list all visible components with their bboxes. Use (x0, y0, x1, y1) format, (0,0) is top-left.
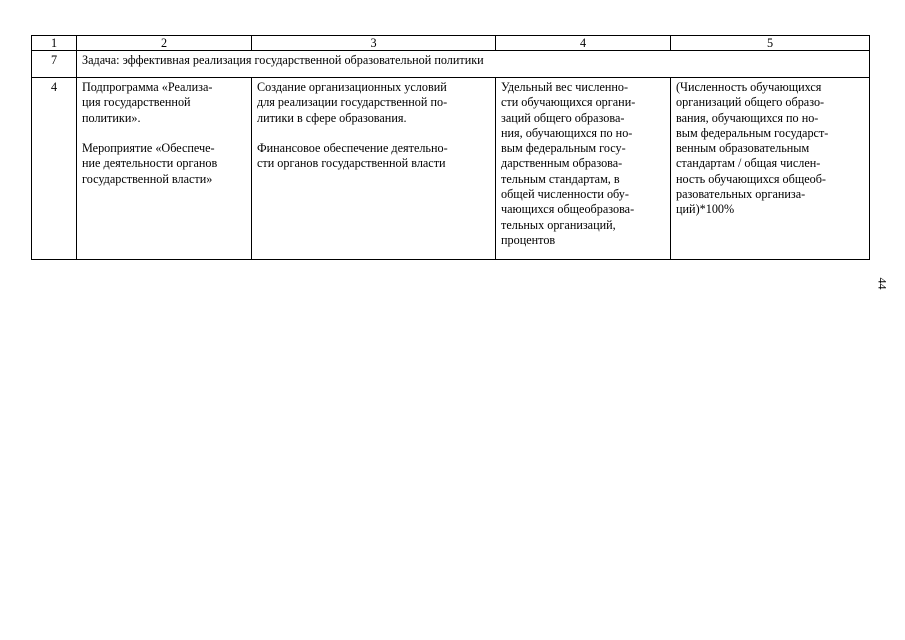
formula-text: (Численность обучающихся организаций общего образо- вания, обучающихся по но- вым федеральным государст- венным образовательным стандартам / общая числен- ность обучающихся общеоб- разовательных организа- ций)*100% (676, 80, 829, 217)
formula-cell (671, 78, 870, 260)
task-row-text: Задача: эффективная реализация государственной образовательной политики (77, 51, 870, 78)
column-number-5: 5 (671, 36, 870, 51)
goal-cell (252, 78, 496, 260)
indicator-text: Удельный вес численно- сти обучающихся органи- заций общего образова- ния, обучающихся по но- вым федеральным госу- дарственным образова- тельным стандартам, в общей численности обу- чающихся общеобразова- тельных организаций, процентов (501, 80, 636, 247)
table-row (32, 78, 870, 260)
column-number-3: 3 (252, 36, 496, 51)
column-number-4: 4 (496, 36, 671, 51)
row-number: 4 (32, 78, 77, 260)
column-number-row (32, 36, 870, 51)
task-row-number: 7 (32, 51, 77, 78)
column-number-1: 1 (32, 36, 77, 51)
subprogram-text: Подпрограмма «Реализа- ция государственной политики». Мероприятие «Обеспече- ние деятельности органов государственной власти» (82, 80, 218, 186)
page-number: 44 (875, 277, 890, 290)
indicator-cell (496, 78, 671, 260)
task-row (32, 51, 870, 78)
subprogram-cell (77, 78, 252, 260)
goal-text: Создание организационных условий для реализации государственной по- литики в сфере образования. Финансовое обеспечение деятельно- сти органов государственной власти (257, 80, 448, 171)
document-table (31, 35, 870, 260)
column-number-2: 2 (77, 36, 252, 51)
